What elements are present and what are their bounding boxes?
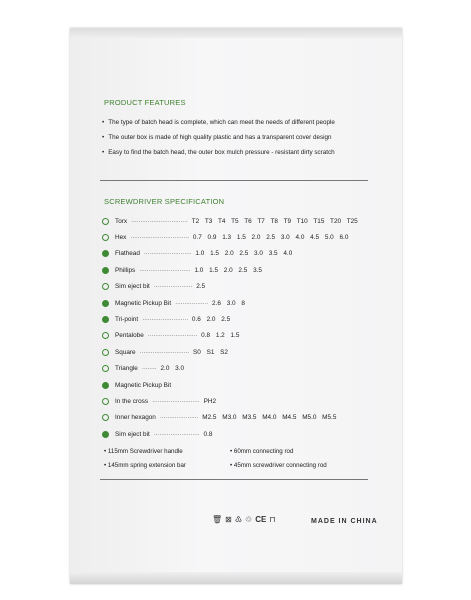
spec-row (102, 364, 184, 374)
spec-dots: ································ (130, 233, 189, 241)
spec-values: T2 T3 T4 T5 T6 T7 T8 T9 T10 T15 T20 T25 (191, 217, 358, 225)
accessory-item: • 45mm screwdriver connecting rod (230, 462, 327, 469)
feature-item: • The outer box is made of high quality plastic and has a transparent cover design (102, 134, 332, 141)
spec-name: Magnetic Pickup Bit (115, 381, 172, 389)
spec-row (102, 396, 216, 406)
feature-item: • The type of batch head is complete, which can meet the needs of different people (102, 119, 335, 126)
spec-row (102, 249, 292, 259)
ring-circle-icon (102, 414, 109, 421)
spec-row (102, 413, 336, 423)
spec-name: Sim eject bit (115, 430, 150, 438)
ring-circle-icon (102, 283, 109, 290)
spec-values: 1.0 1.5 2.0 2.5 3.5 (194, 266, 262, 274)
spec-dots: ···························· (139, 266, 191, 274)
spec-name: Square (115, 348, 136, 356)
spec-values: S0 S1 S2 (192, 348, 228, 356)
spec-name: Hex (115, 233, 127, 241)
spec-dots: ····················· (153, 283, 193, 291)
filled-circle-icon (102, 431, 109, 438)
divider (100, 180, 368, 181)
ring-circle-icon (102, 218, 109, 225)
feature-item: • Easy to find the batch head, the outer box mulch pressure - resistant dirty scratch (102, 149, 335, 156)
spec-row (102, 298, 245, 308)
spec-values: M2.5 M3.0 M3.5 M4.0 M4.5 M5.0 M5.5 (202, 414, 337, 422)
spec-name: Magnetic Pickup Bit (115, 299, 172, 307)
spec-name: In the cross (115, 397, 149, 405)
spec-name: Phillips (115, 266, 136, 274)
spec-dots: ·························· (143, 250, 192, 258)
certification-marks (212, 515, 276, 524)
filled-circle-icon (102, 382, 109, 389)
filled-circle-icon (102, 250, 109, 257)
spec-dots: ··························· (139, 348, 189, 356)
ring-circle-icon (102, 398, 109, 405)
spec-values: 2.6 3.0 8 (212, 299, 245, 307)
glass-fork-icon: ⊓ (269, 515, 276, 524)
spec-dots: ····················· (159, 414, 199, 422)
spec-row (102, 265, 262, 275)
ring-circle-icon (102, 332, 109, 339)
accessory-item: • 60mm connecting rod (230, 448, 294, 455)
recycle-arrows-icon: ♲ (245, 515, 253, 524)
box-top-flap (70, 28, 402, 38)
spec-row (102, 216, 358, 226)
spec-dots: ··························· (147, 332, 198, 340)
spec-name: Inner hexagon (115, 414, 156, 422)
spec-dots: ·························· (152, 397, 200, 405)
spec-name: Sim eject bit (115, 283, 150, 291)
spec-dots: ························· (142, 315, 188, 323)
spec-name: Flathead (115, 250, 140, 258)
spec-dots: ······························· (131, 217, 188, 225)
features-title: PRODUCT FEATURES (104, 98, 186, 107)
trash-bin-icon: ⊠ (225, 515, 232, 524)
spec-name: Triangle (115, 365, 138, 373)
filled-circle-icon (102, 300, 109, 307)
ring-circle-icon (102, 349, 109, 356)
spec-values: 1.0 1.5 2.0 2.5 3.0 3.5 4.0 (195, 250, 293, 258)
spec-dots: ·················· (175, 299, 209, 307)
spec-values: 0.8 1.2 1.5 (201, 332, 240, 340)
spec-dots: ························· (153, 430, 200, 438)
spec-name: Tri-point (115, 315, 139, 323)
product-box (70, 28, 402, 584)
filled-circle-icon (102, 267, 109, 274)
spec-values: 2.0 3.0 (160, 365, 185, 373)
accessory-item: • 115mm Screwdriver handle (104, 448, 183, 455)
spec-row (102, 380, 179, 390)
spec-name: Torx (115, 217, 128, 225)
spec-row (102, 331, 239, 341)
spec-row (102, 314, 230, 324)
spec-row (102, 282, 205, 292)
spec-title: SCREWDRIVER SPECIFICATION (104, 197, 225, 206)
pp-recycle-icon: ♳ (234, 515, 243, 524)
ce-mark-icon: CE (255, 515, 267, 524)
spec-dots: ········ (141, 365, 157, 373)
spec-values: 0.7 0.9 1.3 1.5 2.0 2.5 3.0 4.0 4.5 5.0 6.0 (192, 233, 349, 241)
spec-values: 2.5 (196, 283, 206, 291)
made-in-label: MADE IN CHINA (311, 518, 378, 525)
spec-values: 0.6 2.0 2.5 (191, 315, 231, 323)
divider (100, 479, 368, 480)
ring-circle-icon (102, 234, 109, 241)
spec-row (102, 429, 212, 439)
filled-circle-icon (102, 316, 109, 323)
spec-row (102, 232, 348, 242)
spec-row (102, 347, 228, 357)
spec-values: PH2 (203, 397, 217, 405)
box-bottom-edge (70, 572, 402, 584)
spec-values: 0.8 (203, 430, 213, 438)
ring-circle-icon (102, 365, 109, 372)
accessory-item: • 145mm spring extension bar (104, 462, 186, 469)
recycle-bin-icon: 🗑 (212, 515, 223, 524)
spec-name: Pentalobe (115, 332, 144, 340)
